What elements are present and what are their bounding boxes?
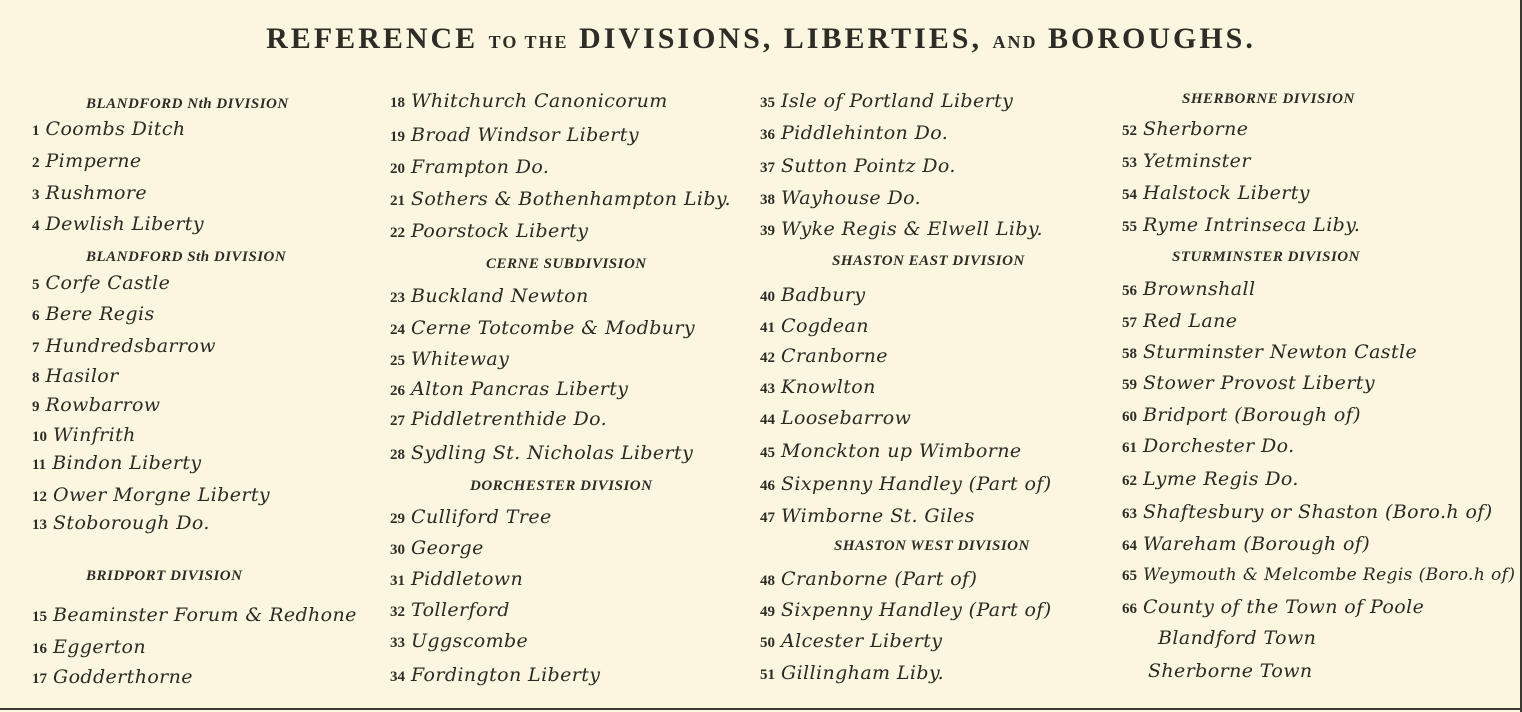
item-number: 13: [32, 517, 47, 533]
list-item: [390, 220, 588, 242]
sheet-title: [0, 22, 1522, 56]
item-name: George: [411, 537, 484, 559]
list-item: [32, 365, 119, 387]
item-number: 37: [760, 160, 775, 176]
list-item: [1122, 278, 1255, 300]
list-item: [390, 378, 628, 400]
item-number: 5: [32, 277, 40, 293]
item-name: Gillingham Liby.: [781, 662, 945, 684]
item-name: Cranborne (Part of): [781, 568, 978, 590]
item-number: 34: [390, 669, 405, 685]
item-number: 15: [32, 609, 47, 625]
list-item: [390, 630, 528, 652]
list-item: [760, 155, 956, 177]
list-item: [32, 604, 357, 626]
list-item: [1122, 118, 1248, 140]
item-number: 26: [390, 383, 405, 399]
list-item: [1122, 596, 1424, 618]
heading-sherborne: SHERBORNE DIVISION: [1182, 91, 1355, 107]
list-item: [760, 376, 876, 398]
item-name: Cogdean: [781, 315, 869, 337]
list-item: [32, 512, 210, 534]
item-number: 27: [390, 413, 405, 429]
list-item: [390, 317, 695, 339]
item-name: Sixpenny Handley (Part of): [781, 599, 1052, 621]
item-name: Bere Regis: [45, 303, 155, 325]
item-name: Dorchester Do.: [1143, 435, 1295, 457]
list-item: [760, 284, 865, 306]
list-item: [760, 122, 948, 144]
list-item: [1122, 310, 1237, 332]
item-number: 55: [1122, 219, 1137, 235]
list-item: [32, 335, 216, 357]
item-name: Buckland Newton: [411, 285, 589, 307]
list-item: [1122, 214, 1360, 236]
heading-shaston-east: SHASTON EAST DIVISION: [832, 253, 1025, 269]
item-number: 18: [390, 95, 405, 111]
item-number: 7: [32, 340, 40, 356]
item-number: 36: [760, 127, 775, 143]
item-number: 47: [760, 510, 775, 526]
item-name: Hundredsbarrow: [45, 335, 216, 357]
item-number: 35: [760, 95, 775, 111]
item-number: 62: [1122, 473, 1137, 489]
item-number: 50: [760, 635, 775, 651]
bottom-border: [0, 708, 1522, 710]
item-name: Rowbarrow: [45, 394, 161, 416]
item-number: 57: [1122, 315, 1137, 331]
list-item: [1122, 404, 1361, 426]
item-number: 3: [32, 187, 40, 203]
list-item: [760, 473, 1052, 495]
list-item: [390, 599, 510, 621]
item-name: Sutton Pointz Do.: [781, 155, 956, 177]
list-item: [1122, 182, 1310, 204]
item-name: Alton Pancras Liberty: [411, 378, 629, 400]
item-name: Stoborough Do.: [53, 512, 210, 534]
item-name: Red Lane: [1143, 310, 1238, 332]
list-item: [760, 630, 942, 652]
list-item: [390, 408, 607, 430]
item-number: 19: [390, 129, 405, 145]
item-name: Halstock Liberty: [1143, 182, 1310, 204]
item-name: Sherborne Town: [1148, 660, 1313, 682]
list-item: [32, 484, 270, 506]
list-item: [32, 666, 193, 688]
list-item: [760, 599, 1052, 621]
item-name: Piddletown: [411, 568, 524, 590]
item-number: 24: [390, 322, 405, 338]
title-part-4: AND: [992, 32, 1038, 52]
list-item: [760, 568, 977, 590]
item-number: 39: [760, 223, 775, 239]
item-number: 52: [1122, 123, 1137, 139]
heading-sturminster: STURMINSTER DIVISION: [1172, 249, 1360, 265]
list-item: [32, 636, 146, 658]
list-item: [32, 150, 142, 172]
item-number: 23: [390, 290, 405, 306]
item-name: Wareham (Borough of): [1143, 533, 1371, 555]
list-item: [32, 118, 186, 140]
list-item: [390, 156, 549, 178]
item-name: Monckton up Wimborne: [781, 440, 1022, 462]
item-number: 17: [32, 671, 47, 687]
list-item: [390, 90, 668, 112]
item-name: Badbury: [781, 284, 866, 306]
item-name: Rushmore: [45, 182, 148, 204]
item-number: 54: [1122, 187, 1137, 203]
list-item: [760, 505, 975, 527]
item-number: 20: [390, 161, 405, 177]
list-item: [1122, 468, 1299, 490]
item-name: Blandford Town: [1158, 627, 1317, 649]
heading-bridport: BRIDPORT DIVISION: [86, 568, 243, 584]
list-item: [390, 188, 731, 210]
item-name: Corfe Castle: [45, 272, 171, 294]
item-number: 63: [1122, 506, 1137, 522]
item-name: Culliford Tree: [411, 506, 552, 528]
item-name: Tollerford: [411, 599, 510, 621]
item-name: Piddlehinton Do.: [781, 122, 949, 144]
item-name: Lyme Regis Do.: [1143, 468, 1299, 490]
item-name: Wimborne St. Giles: [781, 505, 975, 527]
list-item: [390, 506, 552, 528]
item-name: Poorstock Liberty: [411, 220, 589, 242]
item-number: 30: [390, 542, 405, 558]
list-item: [32, 424, 136, 446]
item-number: 48: [760, 573, 775, 589]
item-number: 22: [390, 225, 405, 241]
item-name: Bridport (Borough of): [1143, 404, 1361, 426]
item-name: Yetminster: [1143, 150, 1251, 172]
item-number: 51: [760, 667, 775, 683]
list-item: [1122, 341, 1417, 363]
list-item: [760, 90, 1013, 112]
item-number: 11: [32, 457, 47, 473]
item-number: 21: [390, 193, 405, 209]
item-name: Loosebarrow: [781, 407, 912, 429]
item-number: 38: [760, 192, 775, 208]
item-name: Sydling St. Nicholas Liberty: [411, 442, 694, 464]
list-item: [760, 218, 1043, 240]
item-number: 10: [32, 429, 47, 445]
item-number: 42: [760, 350, 775, 366]
list-item: [390, 124, 639, 146]
item-number: 53: [1122, 155, 1137, 171]
item-name: Isle of Portland Liberty: [781, 90, 1014, 112]
item-number: 49: [760, 604, 775, 620]
item-number: 41: [760, 320, 775, 336]
item-name: Sixpenny Handley (Part of): [781, 473, 1052, 495]
item-name: Bindon Liberty: [52, 452, 202, 474]
list-item: [1122, 533, 1370, 555]
item-number: 43: [760, 381, 775, 397]
item-number: 58: [1122, 346, 1137, 362]
list-item: [390, 285, 589, 307]
item-name: Whiteway: [411, 348, 510, 370]
list-item: [390, 568, 523, 590]
list-item: [32, 394, 160, 416]
item-number: 61: [1122, 440, 1137, 456]
title-part-3: DIVISIONS, LIBERTIES,: [579, 22, 982, 55]
item-name: Sherborne: [1143, 118, 1249, 140]
item-number: 46: [760, 478, 775, 494]
item-name: Pimperne: [45, 150, 142, 172]
list-item: [760, 662, 944, 684]
list-item: [32, 213, 204, 235]
item-name: Piddletrenthide Do.: [411, 408, 608, 430]
item-name: Eggerton: [53, 636, 147, 658]
list-item: [32, 452, 202, 474]
item-number: 16: [32, 641, 47, 657]
item-number: 66: [1122, 601, 1137, 617]
item-number: 45: [760, 445, 775, 461]
item-number: 33: [390, 635, 405, 651]
title-part-2: TO THE: [488, 32, 569, 52]
item-number: 9: [32, 399, 40, 415]
item-number: 44: [760, 412, 775, 428]
item-name: Brownshall: [1143, 278, 1256, 300]
item-name: Sturminster Newton Castle: [1143, 341, 1418, 363]
list-item: [1122, 501, 1493, 523]
item-number: 40: [760, 289, 775, 305]
list-item: [760, 407, 911, 429]
list-item: [1122, 150, 1251, 172]
list-item: [32, 303, 155, 325]
item-name: Ryme Intrinseca Liby.: [1143, 214, 1361, 236]
list-item: [1142, 660, 1313, 682]
item-number: 60: [1122, 409, 1137, 425]
item-name: Wayhouse Do.: [781, 187, 922, 209]
item-number: 8: [32, 370, 40, 386]
list-item: [760, 440, 1022, 462]
item-number: 6: [32, 308, 40, 324]
item-name: Ower Morgne Liberty: [53, 484, 271, 506]
item-number: 32: [390, 604, 405, 620]
list-item: [760, 187, 921, 209]
heading-dorchester: DORCHESTER DIVISION: [470, 478, 653, 494]
list-item: [390, 537, 484, 559]
heading-blandford-north: BLANDFORD Nth DIVISION: [86, 96, 289, 112]
item-name: County of the Town of Poole: [1143, 596, 1425, 618]
list-item: [32, 182, 147, 204]
item-number: 65: [1122, 568, 1137, 584]
item-number: 28: [390, 447, 405, 463]
list-item: [1122, 565, 1515, 585]
item-number: 25: [390, 353, 405, 369]
item-number: 2: [32, 155, 40, 171]
list-item: [1122, 372, 1375, 394]
item-name: Shaftesbury or Shaston (Boro.h of): [1143, 501, 1493, 523]
item-name: Winfrith: [53, 424, 136, 446]
item-name: Wyke Regis & Elwell Liby.: [781, 218, 1043, 240]
list-item: [760, 345, 888, 367]
list-item: [1122, 435, 1295, 457]
item-name: Coombs Ditch: [45, 118, 186, 140]
item-name: Alcester Liberty: [781, 630, 943, 652]
item-name: Dewlish Liberty: [45, 213, 204, 235]
item-name: Knowlton: [781, 376, 876, 398]
item-name: Sothers & Bothenhampton Liby.: [411, 188, 731, 210]
list-item: [390, 664, 600, 686]
list-item: [32, 272, 170, 294]
heading-blandford-south: BLANDFORD Sth DIVISION: [86, 249, 287, 265]
item-number: 1: [32, 123, 40, 139]
item-name: Broad Windsor Liberty: [411, 124, 639, 146]
item-name: Beaminster Forum & Redhone: [53, 604, 357, 626]
item-number: 4: [32, 218, 40, 234]
item-number: 59: [1122, 377, 1137, 393]
item-name: Stower Provost Liberty: [1143, 372, 1375, 394]
item-number: 64: [1122, 538, 1137, 554]
heading-shaston-west: SHASTON WEST DIVISION: [834, 538, 1030, 554]
item-number: 31: [390, 573, 405, 589]
item-name: Cerne Totcombe & Modbury: [411, 317, 696, 339]
item-name: Cranborne: [781, 345, 888, 367]
list-item: [760, 315, 869, 337]
item-name: Uggscombe: [411, 630, 529, 652]
item-name: Whitchurch Canonicorum: [411, 90, 668, 112]
item-number: 12: [32, 489, 47, 505]
title-part-1: REFERENCE: [266, 22, 479, 55]
item-name: Frampton Do.: [411, 156, 550, 178]
item-name: Weymouth & Melcombe Regis (Boro.h of): [1143, 565, 1516, 585]
heading-cerne: CERNE SUBDIVISION: [486, 256, 647, 272]
item-number: 29: [390, 511, 405, 527]
list-item: [390, 348, 509, 370]
item-name: Godderthorne: [53, 666, 193, 688]
list-item: [1152, 627, 1316, 649]
item-name: Hasilor: [45, 365, 119, 387]
list-item: [390, 442, 693, 464]
item-name: Fordington Liberty: [411, 664, 601, 686]
item-number: 56: [1122, 283, 1137, 299]
title-part-5: BOROUGHS.: [1047, 22, 1256, 55]
